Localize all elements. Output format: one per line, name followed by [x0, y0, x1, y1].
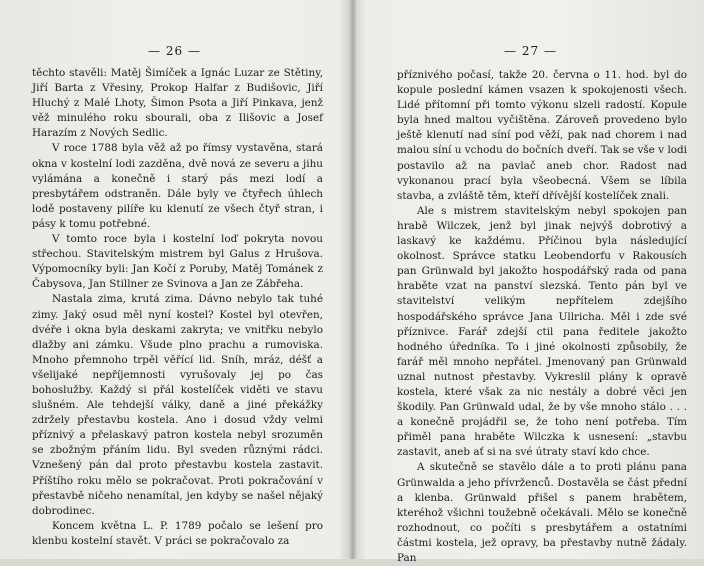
left-page-text: [32, 66, 323, 549]
paragraph: V tomto roce byla i kostelní loď pokryta novou střechou. Stavitelským mistrem byl Galus z Hrušova. Výpomocníky byli: Jan Kočí z Poruby, Matěj Tománek z Čabysova, Jan Stillner ze Svinova a Jan ze Zábřeha.: [32, 233, 323, 291]
paragraph: V roce 1788 byla věž až po římsy vystavěna, stará okna v kostelní lodi zazděna, dvě nová ze severu a jihu vylámána a konečně i starý pás mezi lodí a presbytářem odstraněn. Dále byly ve čtyřech úhlech lodě postaveny pilíře ku klenutí ze všech čtyř stran, i pásy k tomu potřebné.: [32, 142, 323, 230]
paragraph: Nastala zima, krutá zima. Dávno nebylo tak tuhé zimy. Jaký osud měl nyní kostel? Kostel byl otevřen, dvéře i okna byla deskami zakryta; ve vnitřku nebylo dlažby ani zámku. Všude plno prachu a rumoviska. Mnoho přemnoho trpěl věřící lid. Sníh, mráz, déšť a všelijaké nepříjemnosti vyrušovaly jej po čas bohoslužby. Každý si přál kostelíček viděti ve stavu slušném. Ale tehdejší války, daně a jiné překážky zdržely přestavbu kostela. Ano i dosud vždy velmi příznivý a přelaskavý patron kostela nebyl srozuměn se zbožným přáním lidu. Byl sveden různými rádci. Vznešený pán dal proto přestavbu kostela zastavit. Příštího roku mělo se pokračovat. Proti pokračování v přestavbě ničeho nenamítal, jen kdyby se našel nějaký dobrodinec.: [32, 293, 323, 517]
right-page-text: [397, 68, 687, 566]
paragraph: Ale s mistrem stavitelským nebyl spokojen pan hrabě Wilczek, jenž byl jinak nejvýš dobrotivý a laskavý ke každému. Příčinou byla následující okolnost. Správce statku Leobendorfu v Rakousích pan Grünwald byl jakožto hospodářský rada od pana hraběte vzat na panství slezská. Tento pán byl ve stavitelství velikým nepřítelem zdejšího hospodářského správce Jana Ullricha. Měl i zde své příznivce. Farář zdejší ctil pana ředitele jakožto hodného úředníka. To i jiné okolnosti způsobily, že farář měl mnoho nepřátel. Jmenovaný pan Grünwald uznal nutnost přestavby. Vykreslil plány k opravě kostela, které však za nic nestály a dobré věci jen škodily. Pan Grünwald udal, že by vše mnoho stálo . . . a konečně projádřil se, že toho není potřeba. Tím přiměl pana hraběte Wilczka k usnesení: „stavbu zastavit, aneb ať si na své útraty staví kdo chce.: [397, 204, 687, 459]
page-number-26: — 26 —: [148, 44, 201, 58]
page-gutter: [349, 0, 357, 559]
paragraph: Koncem května L. P. 1789 počalo se lešení pro klenbu kostelní stavět. V práci se pokračovalo za: [32, 519, 323, 547]
paragraph: těchto stavěli: Matěj Šimíček a Ignác Luzar ze Stětiny, Jiří Barta z Vřesiny, Prokop Halfar z Budišovic, Jiří Hluchý z Malé Lhoty, Šimon Psota a Jiří Pinkava, jenž věž minulého roku sbourali, oba z Ilišovic a Josef Harazím z Nových Sedlic.: [32, 67, 323, 140]
paragraph: příznivého počasí, takže 20. června o 11. hod. byl do kopule poslední kámen vsazen k spokojenosti všech. Lidé přítomní při tomto výkonu slzeli radostí. Kopule byla hned maltou vyčištěna. Zároveň provedeno bylo ještě klenutí nad síní pod věží, pak nad chorem i nad malou síní u vchodu do bočních dveří. Tak se vše v lodi postavilo až na pavlač aneb chor. Radost nad vykonanou prací byla všeobecná. Všem se líbila stavba, a zvláště těm, kteří dřívější kostelíček znali.: [397, 69, 687, 202]
paragraph: A skutečně se stavělo dále a to proti plánu pana Grünwalda a jeho přívrženců. Dostavěla se část přední a klenba. Grünwald přišel s panem hrabětem, kteréhož všichni toužebně očekávali. Mělo se konečně rozhodnout, co počíti s presbytářem a ostatními částmi kostela, jež opravy, ba přestavby nutně žádaly. Pan: [397, 461, 687, 564]
page-number-27: — 27 —: [504, 44, 557, 58]
left-page: [0, 0, 349, 559]
right-page: [357, 0, 704, 564]
